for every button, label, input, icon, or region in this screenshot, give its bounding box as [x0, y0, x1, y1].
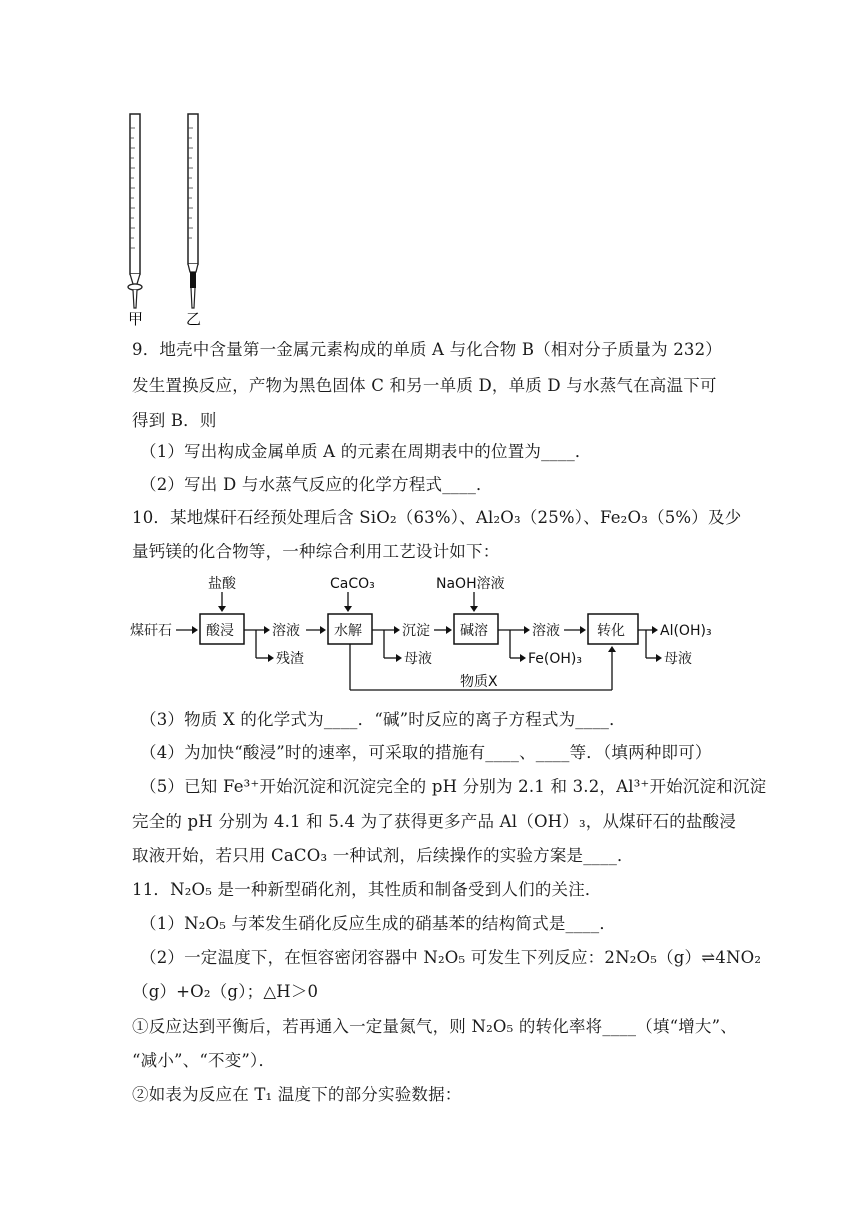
flow-reagent-naoh: NaOH溶液 [436, 576, 505, 592]
q9-line-1: 9．地壳中含量第一金属元素构成的单质 A 与化合物 B（相对分子质量为 232） [132, 340, 723, 359]
burettes-figure [120, 108, 230, 328]
flow-reagent-hcl: 盐酸 [208, 576, 236, 592]
q11-line-1: 11．N₂O₅ 是一种新型硝化剂，其性质和制备受到人们的关注． [132, 880, 602, 899]
q9-sub-1: （1）写出构成金属单质 A 的元素在周期表中的位置为____． [140, 442, 592, 461]
flow-step-2: 水解 [334, 623, 362, 639]
q10-line-2: 量钙镁的化合物等，一种综合利用工艺设计如下： [132, 542, 500, 561]
q11-line-4: （g）+O₂（g）；△H＞0 [132, 982, 319, 1001]
flow-step-4: 转化 [597, 623, 625, 639]
q9-line-2: 发生置换反应，产物为黑色固体 C 和另一单质 D，单质 D 与水蒸气在高温下可 [132, 376, 717, 395]
flow-step-1: 酸浸 [206, 623, 234, 639]
q10-sub-3: （3）物质 X 的化学式为____．“碱”时反应的离子方程式为____． [140, 710, 626, 729]
flow-mother-liquor-2: 母液 [664, 651, 692, 667]
flow-feoh3: Fe(OH)₃ [528, 651, 582, 667]
q10-line-1: 10．某地煤矸石经预处理后含 SiO₂（63%）、Al₂O₃（25%）、Fe₂O₃（5%）及少 [132, 508, 742, 527]
flow-mother-liquor-1: 母液 [404, 651, 432, 667]
flow-step-3: 碱溶 [460, 623, 488, 639]
flow-solution-2: 溶液 [532, 623, 560, 639]
q9-sub-2: （2）写出 D 与水蒸气反应的化学方程式____． [140, 475, 493, 494]
q11-sub-2: （2）一定温度下，在恒容密闭容器中 N₂O₅ 可发生下列反应：2N₂O₅（g）⇌4NO₂ [140, 948, 762, 967]
q11-line-5: ①反应达到平衡后，若再通入一定量氮气，则 N₂O₅ 的转化率将____（填“增大”、 [132, 1017, 737, 1036]
q10-line-7: 取液开始，若只用 CaCO₃ 一种试剂，后续操作的实验方案是____． [132, 846, 634, 865]
flow-precipitate: 沉淀 [402, 623, 430, 639]
flow-substance-x: 物质X [460, 674, 498, 690]
q10-sub-4: （4）为加快“酸浸”时的速率，可采取的措施有____、____等．（填两种即可） [140, 743, 712, 762]
q10-line-6: 完全的 pH 分别为 4.1 和 5.4 为了获得更多产品 Al（OH）₃，从煤矸石的盐酸浸 [132, 812, 737, 831]
flow-residue: 残渣 [276, 651, 304, 667]
flow-product: Al(OH)₃ [660, 623, 712, 639]
q11-line-6: “减小”、“不变”）． [132, 1051, 276, 1070]
burette-left [128, 114, 142, 308]
flow-reagent-caco3: CaCO₃ [330, 576, 375, 592]
q9-line-3: 得到 B．则 [132, 411, 217, 430]
burette-left-label: 甲 [128, 310, 144, 328]
flow-solution-1: 溶液 [272, 623, 300, 639]
q10-sub-5: （5）已知 Fe³⁺开始沉淀和沉淀完全的 pH 分别为 2.1 和 3.2，Al³⁺开始沉淀和沉淀 [140, 777, 767, 796]
process-flowchart [128, 572, 748, 700]
burette-right [188, 114, 198, 308]
q11-line-7: ②如表为反应在 T₁ 温度下的部分实验数据： [132, 1085, 462, 1104]
burette-right-label: 乙 [186, 310, 202, 328]
flow-start: 煤矸石 [130, 623, 172, 639]
q11-sub-1: （1）N₂O₅ 与苯发生硝化反应生成的硝基苯的结构简式是____． [140, 914, 617, 933]
